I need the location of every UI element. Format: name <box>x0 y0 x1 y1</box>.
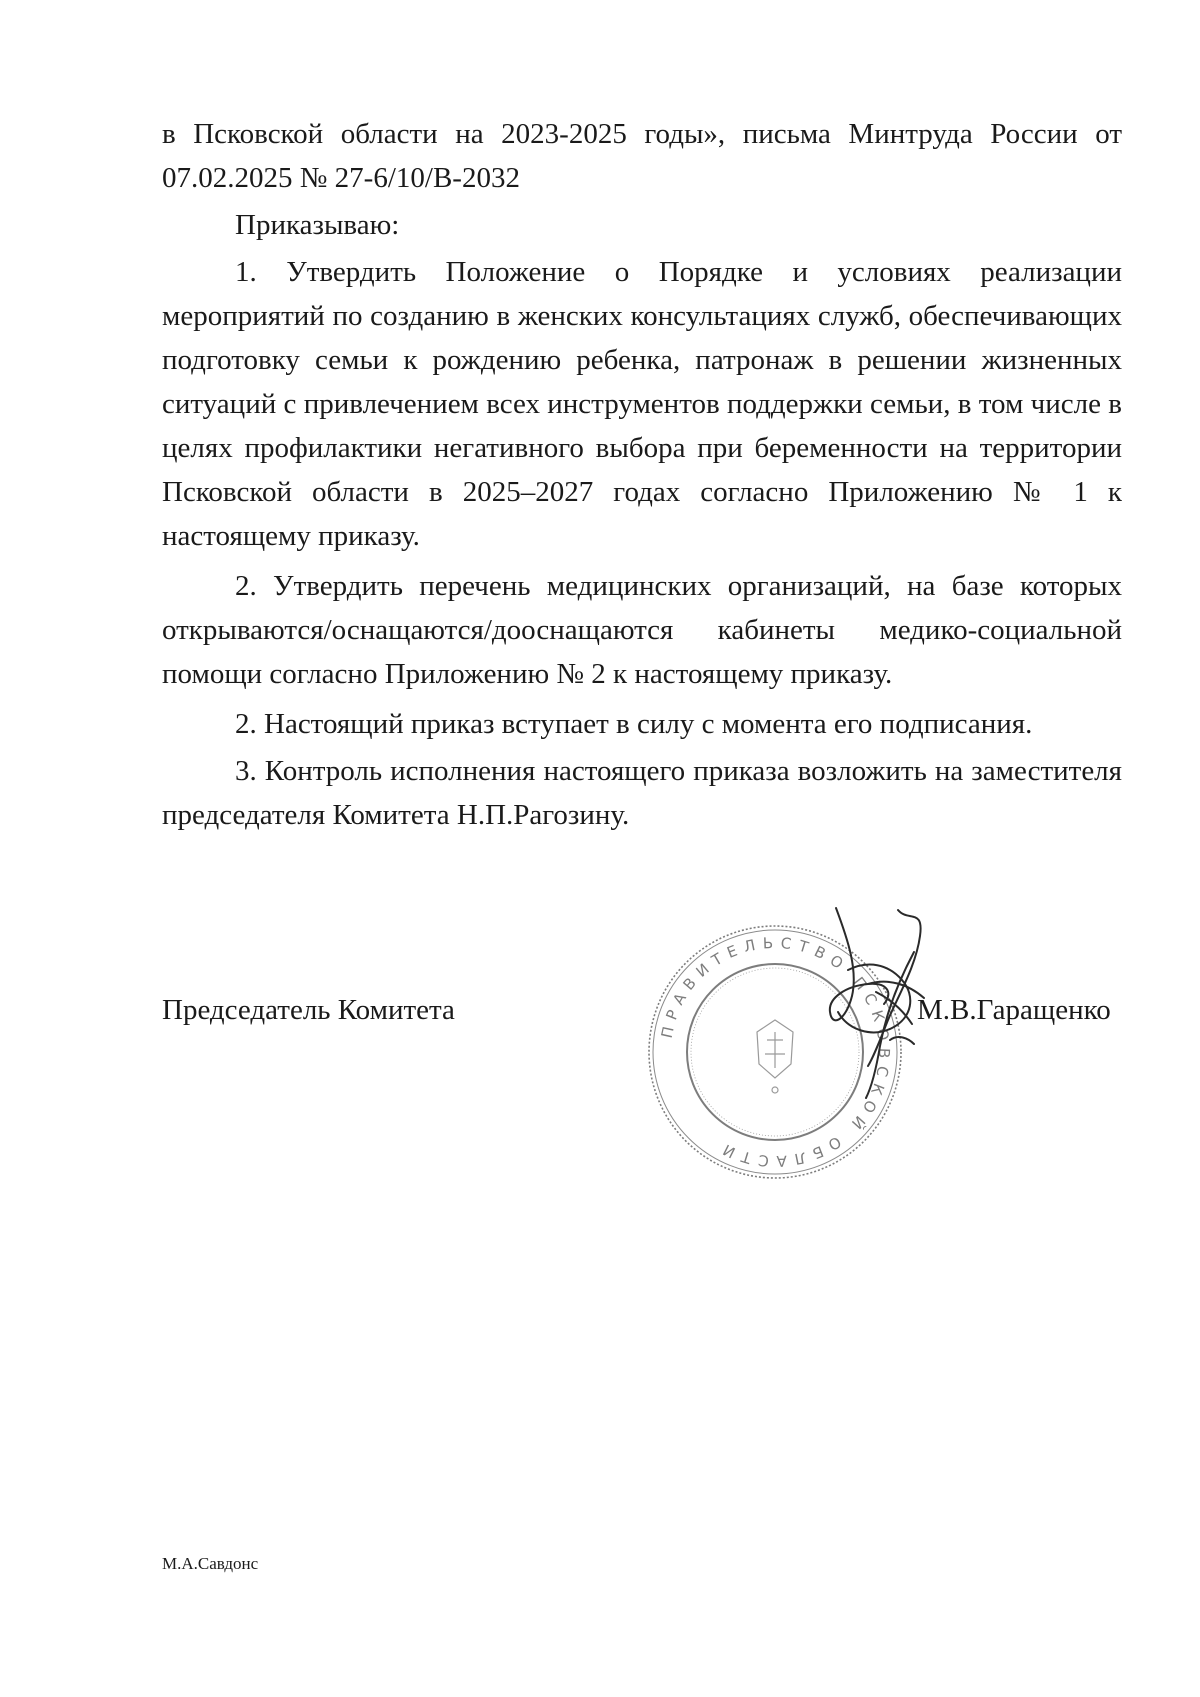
paragraph-order-word: Приказываю: <box>235 209 400 241</box>
stamp-text: ПРАВИТЕЛЬСТВО ПСКОВСКОЙ ОБЛАСТИ <box>657 933 894 1171</box>
paragraph-item-2b: 2. Настоящий приказ вступает в силу с момента его подписания. <box>235 708 1033 740</box>
paragraph-item-2: 2. Утвердить перечень медицинских организаций, на базе которых открываются/оснащаются/дооснащаются кабинеты медико-социальной помощи согласно Приложению № 2 к настоящему приказу. <box>162 570 1122 690</box>
signatory-title: Председатель Комитета <box>162 994 455 1026</box>
document-body <box>162 112 1122 837</box>
paragraph-item-1: 1. Утвердить Положение о Порядке и условиях реализации мероприятий по созданию в женских консультациях служб, обеспечивающих подготовку семьи к рождению ребенка, патронаж в решении жизненных ситуаций с привлечением всех инструментов поддержки семьи, в том числе в целях профилактики негативного выбора при беременности на территории Псковской области в 2025–2027 годах согласно Приложению № 1 к настоящему приказу. <box>162 256 1122 552</box>
paragraph-basis: в Псковской области на 2023-2025 годы», письма Минтруда России от 07.02.2025 № 27-6/10/В-2032 <box>162 118 1122 194</box>
stamp-emblem <box>757 1020 793 1093</box>
paragraph-item-3: 3. Контроль исполнения настоящего приказа возложить на заместителя председателя Комитета Н.П.Рагозину. <box>162 755 1122 831</box>
executor-name: М.А.Савдонс <box>162 1554 259 1573</box>
signatory-name: М.В.Гаращенко <box>917 994 1111 1026</box>
